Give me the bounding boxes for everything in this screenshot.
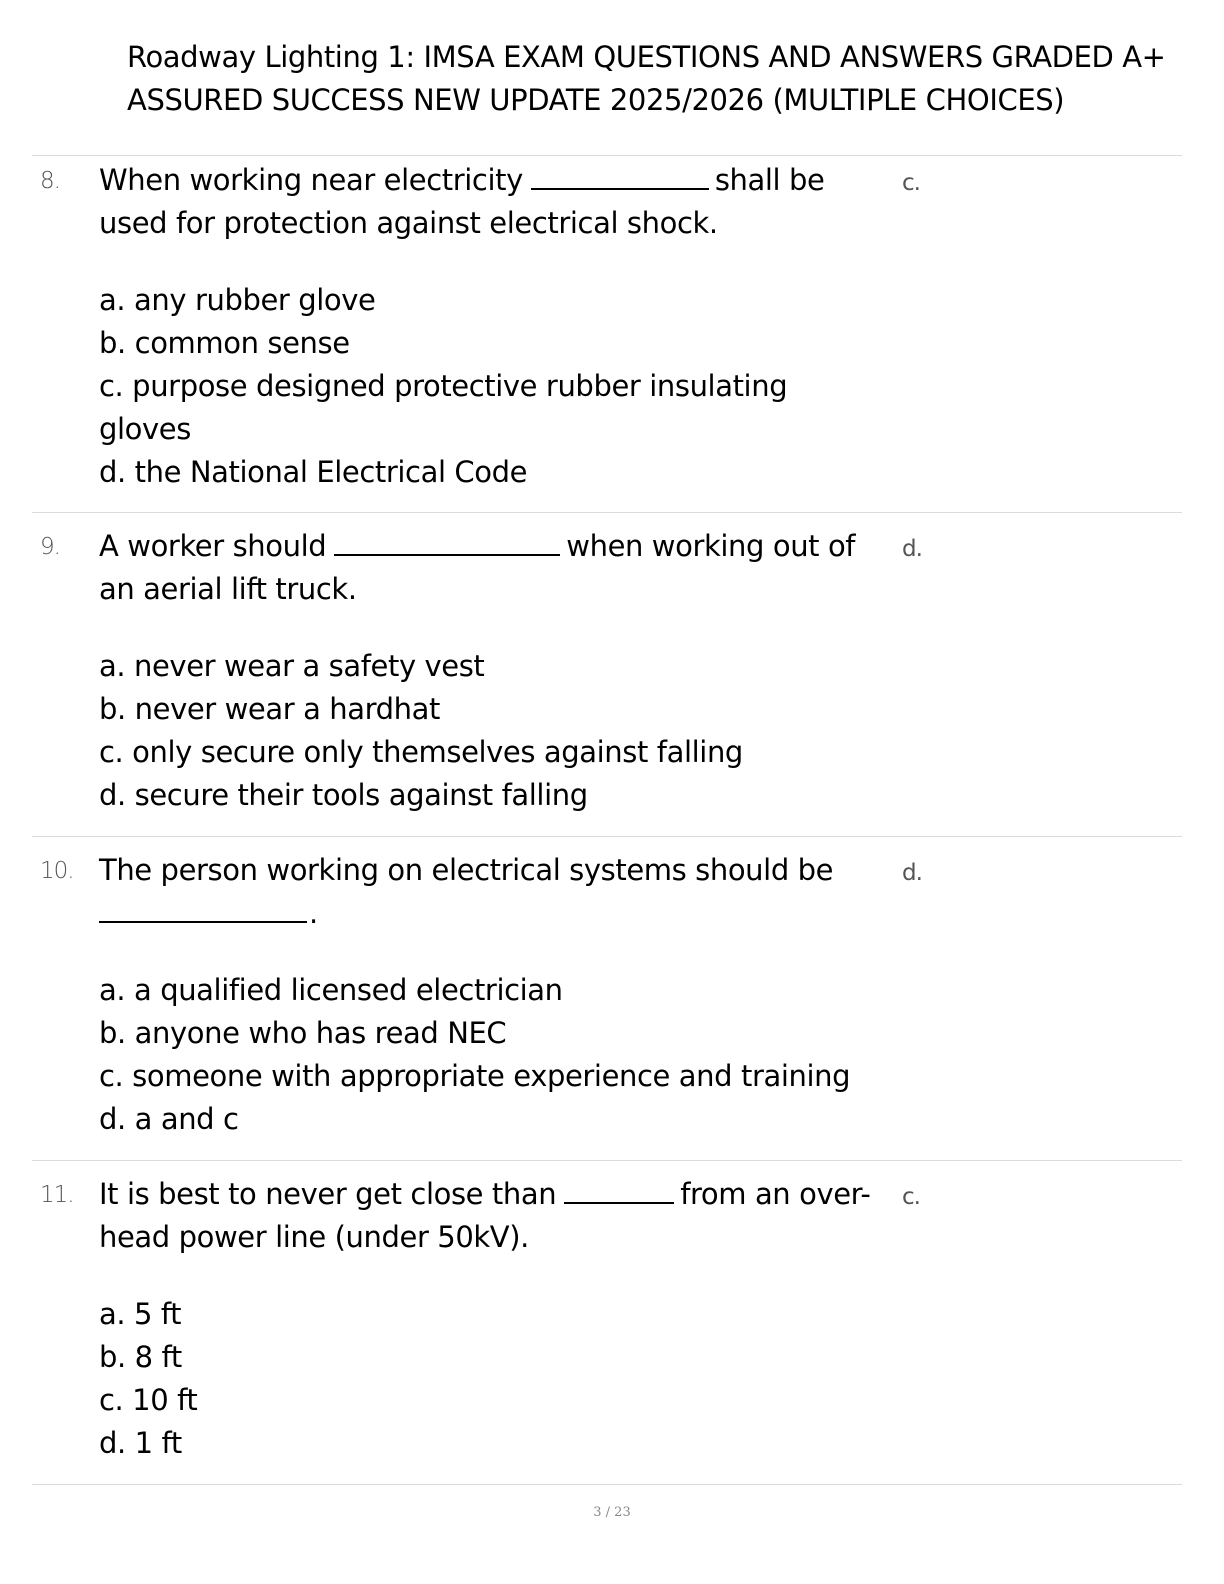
question-number: 8.: [40, 168, 60, 194]
stem-text: shall be: [714, 163, 825, 197]
stem-text: A worker should: [99, 529, 327, 563]
option: c. someone with appropriate experience and training: [99, 1059, 851, 1093]
option: b. common sense: [99, 326, 350, 360]
option: a. a qualified licensed electrician: [99, 973, 563, 1007]
document-header: [127, 36, 1207, 122]
option: b. anyone who has read NEC: [99, 1016, 507, 1050]
answer-key: c.: [902, 170, 920, 196]
option: a. 5 ft: [99, 1297, 182, 1331]
stem-text: .: [309, 896, 318, 930]
option: d. 1 ft: [99, 1426, 182, 1460]
answer-key: c.: [902, 1184, 920, 1210]
stem-text: The person working on electrical systems should be: [99, 853, 834, 887]
option: a. any rubber glove: [99, 283, 376, 317]
divider: [32, 512, 1182, 513]
stem-text: when working out of: [566, 529, 856, 563]
option: b. never wear a hardhat: [99, 692, 440, 726]
answer-blank: [334, 528, 560, 556]
option: c. purpose designed protective rubber insulating: [99, 369, 788, 403]
question-stem: [99, 1173, 899, 1259]
answer-key: d.: [902, 860, 922, 886]
page-number: 3 / 23: [593, 1505, 631, 1520]
question-stem: [99, 159, 879, 245]
option: b. 8 ft: [99, 1340, 182, 1374]
options-list: [99, 1293, 919, 1465]
option: a. never wear a safety vest: [99, 649, 485, 683]
stem-text: It is best to never get close than: [99, 1177, 557, 1211]
option: d. secure their tools against falling: [99, 778, 588, 812]
answer-blank: [564, 1176, 674, 1204]
option: c. only secure only themselves against falling: [99, 735, 743, 769]
option: d. a and c: [99, 1102, 239, 1136]
stem-text: an aerial lift truck.: [99, 572, 357, 606]
header-title-line-1: Roadway Lighting 1: IMSA EXAM QUESTIONS AND ANSWERS GRADED A+: [127, 40, 1166, 74]
question-stem: [99, 849, 879, 935]
answer-blank: [99, 895, 307, 923]
divider: [32, 836, 1182, 837]
options-list: [99, 969, 919, 1141]
divider: [32, 155, 1182, 156]
question-stem: [99, 525, 899, 611]
stem-text: used for protection against electrical shock.: [99, 206, 718, 240]
divider: [32, 1484, 1182, 1485]
stem-text: head power line (under 50kV).: [99, 1220, 529, 1254]
question-number: 10.: [40, 858, 74, 884]
option: gloves: [99, 412, 191, 446]
stem-text: When working near electricity: [99, 163, 523, 197]
divider: [32, 1160, 1182, 1161]
option: c. 10 ft: [99, 1383, 198, 1417]
question-number: 11.: [40, 1182, 74, 1208]
answer-blank: [531, 162, 709, 190]
question-number: 9.: [40, 534, 60, 560]
option: d. the National Electrical Code: [99, 455, 528, 489]
header-title-line-2: ASSURED SUCCESS NEW UPDATE 2025/2026 (MULTIPLE CHOICES): [127, 83, 1065, 117]
options-list: [99, 645, 919, 817]
answer-key: d.: [902, 536, 922, 562]
stem-text: from an over-: [680, 1177, 871, 1211]
options-list: [99, 279, 919, 494]
